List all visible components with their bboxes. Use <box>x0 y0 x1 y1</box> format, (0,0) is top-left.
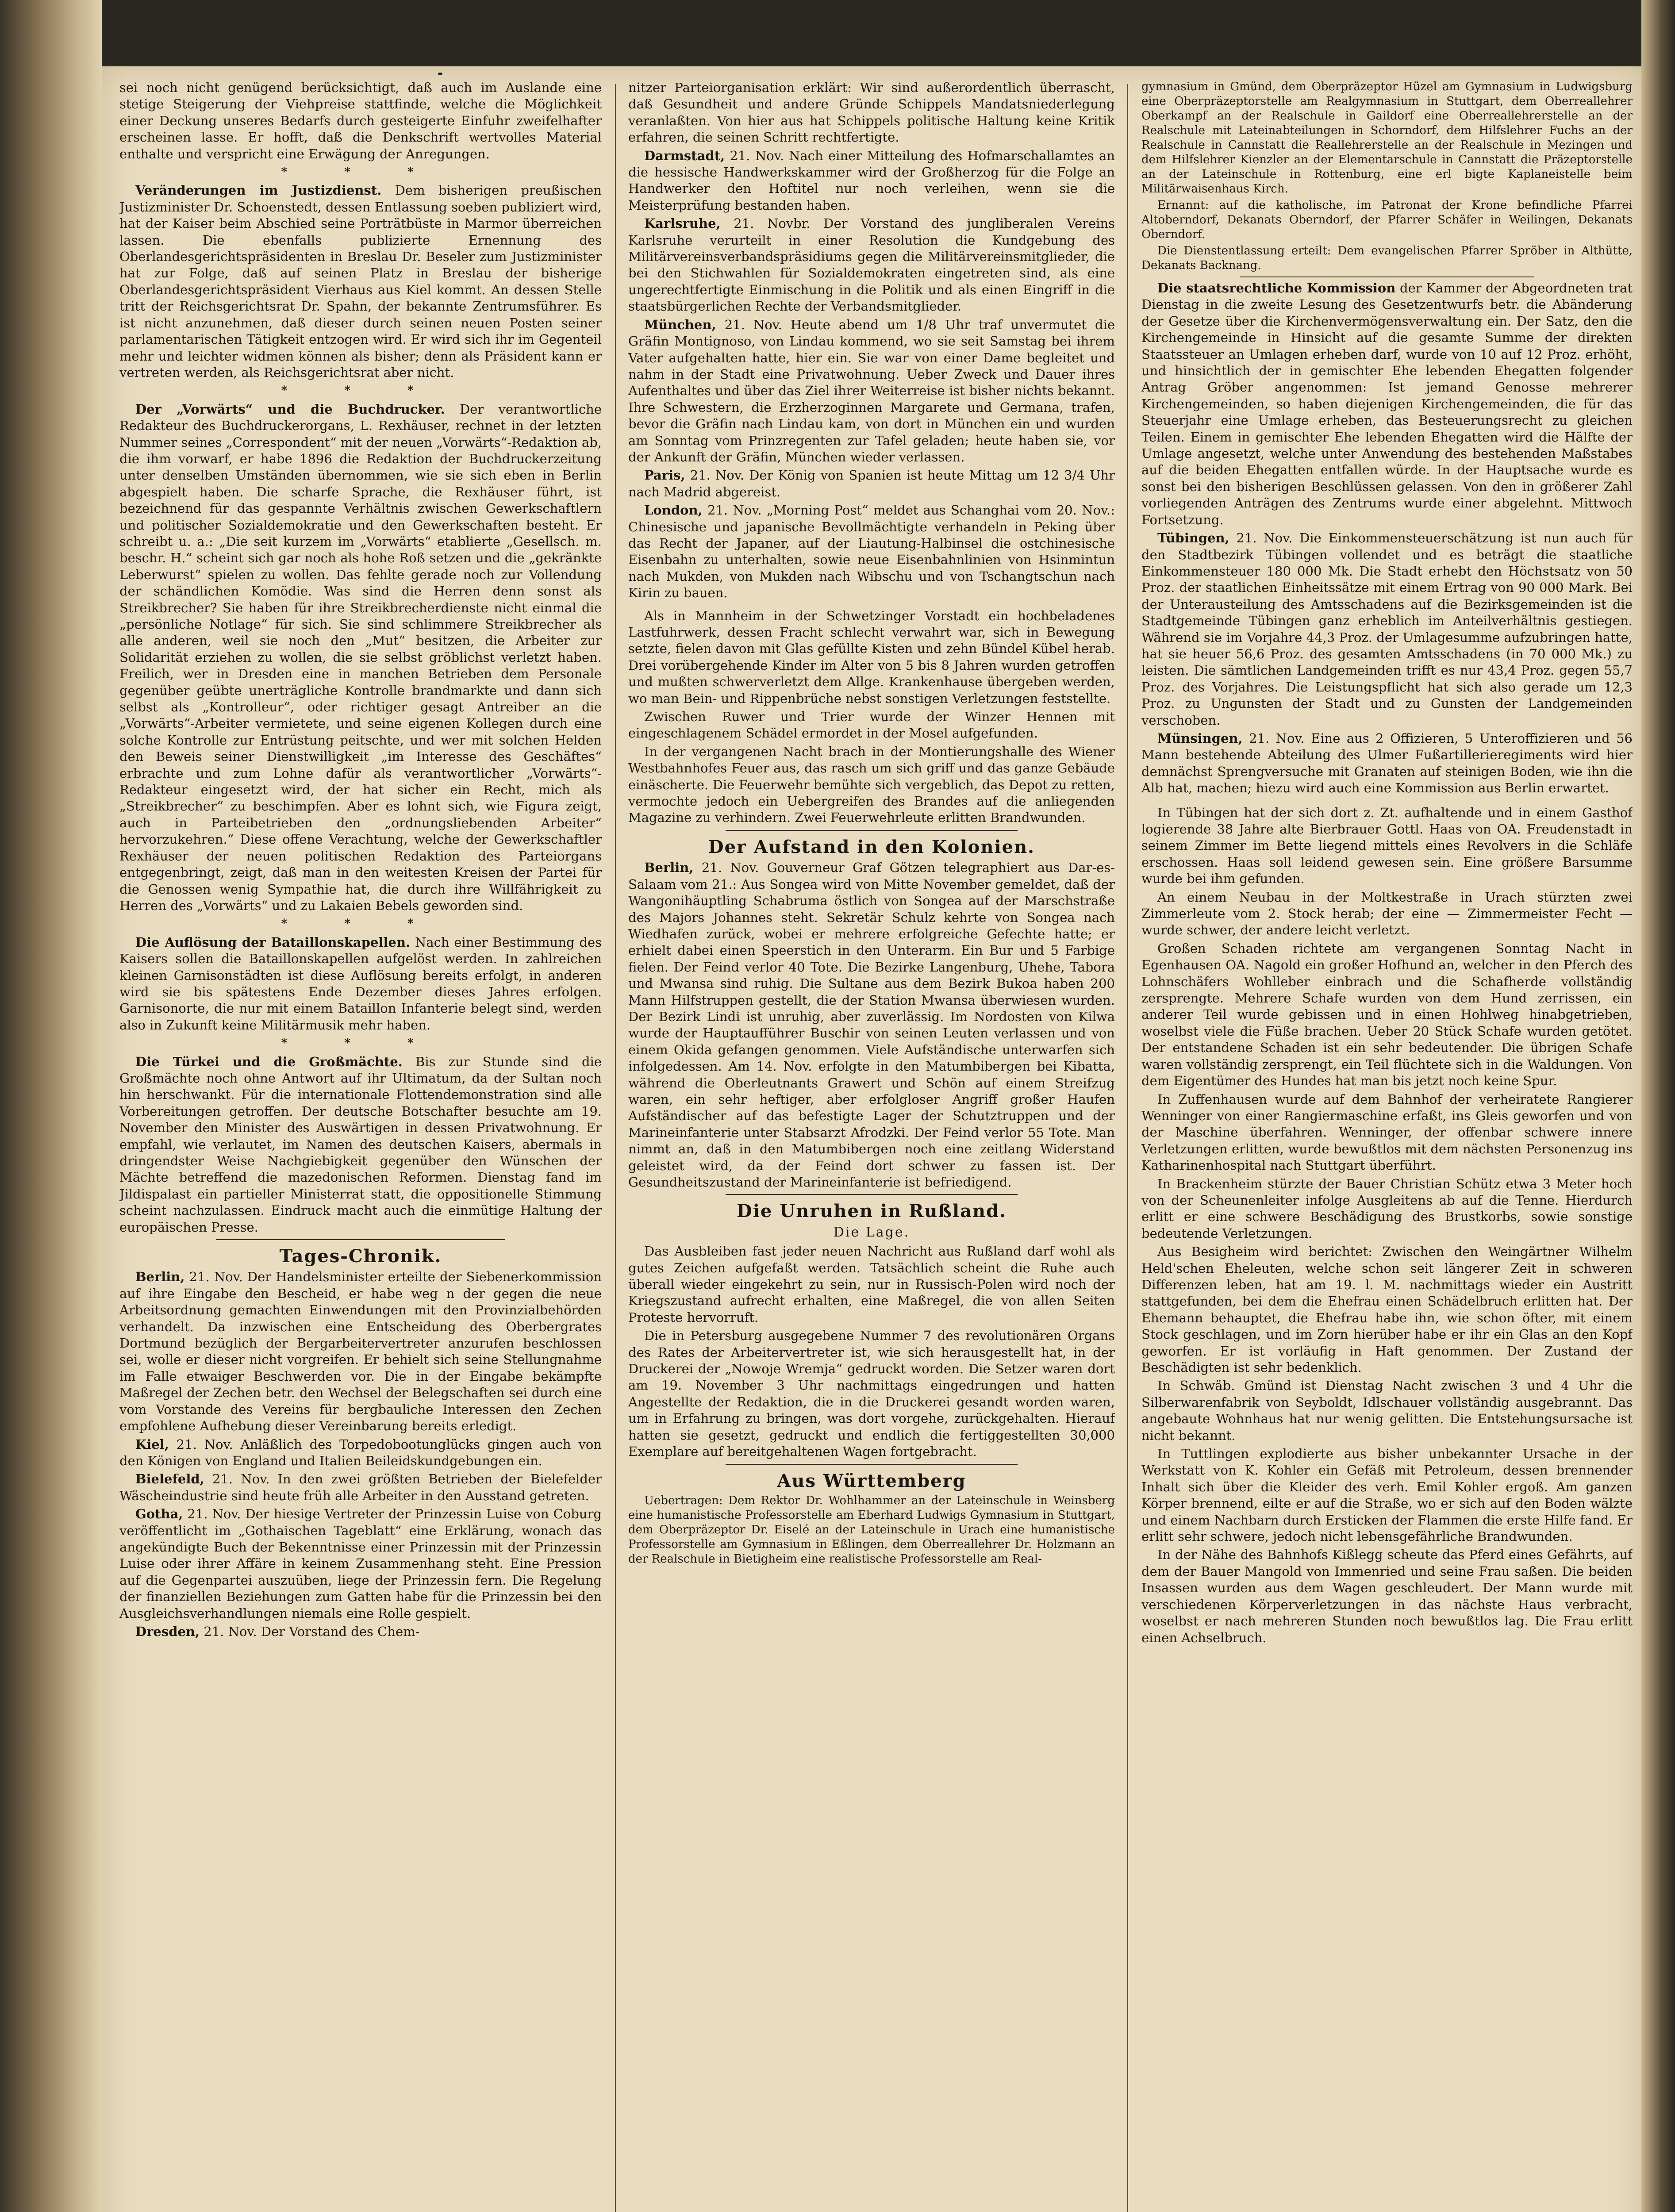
paragraph: Das Ausbleiben fast jeder neuen Nachricht aus Rußland darf wohl als gutes Zeichen aufgefaßt werden. Tatsächlich scheint die Ruhe auch überall wieder eingekehrt zu sein, nur in Russisch-Polen wird noch der Kriegszustand aufrecht erhalten, eine Maßregel, die von allen Seiten Proteste hervorruft. <box>628 1244 1115 1325</box>
paragraph: In Zuffenhausen wurde auf dem Bahnhof der verheiratete Rangierer Wenninger von einer Rangiermaschine erfaßt, ins Gleis geworfen und von der Maschine überfahren. Wenninger, der offenbar schwere innere Verletzungen erlitten, wurde bewußtlos mit dem nächsten Personenzug ins Katharinenhospital nach Stuttgart überführt. <box>1141 1091 1633 1173</box>
section-heading-wuerttemberg: Aus Württemberg <box>777 1470 966 1491</box>
news-item <box>119 1436 602 1470</box>
paragraph: In Schwäb. Gmünd ist Dienstag Nacht zwischen 3 und 4 Uhr die Silberwarenfabrik von Seyboldt, Idlschauer vollständig ausgebrannt. Das angebaute Wohnhaus hat nur wenig gelitten. Die Entstehungsursache ist nicht bekannt. <box>1141 1378 1633 1443</box>
page-edge <box>1641 0 1675 2212</box>
column-rule <box>1127 84 1128 2212</box>
section-heading-tages-chronik: Tages-Chronik. <box>279 1246 442 1267</box>
news-item <box>628 467 1115 500</box>
article-heading: Der „Vorwärts“ und die Buchdrucker. <box>135 401 445 417</box>
column-right <box>1141 80 1633 2212</box>
news-text: 21. Nov. „Morning Post“ meldet aus Schanghai vom 20. Nov.: Chinesische und japanische Bevollmächtigte verhandeln in Peking über das Recht der Japaner, auf der Liautung-Halbinsel die ostchinesische Eisenbahn zu unterhalten, sowie neue Eisenbahnlinien von Hsinmintun nach Mukden, von Mukden nach Wibschu und von Tschangtschun nach Kirin zu bauen. <box>628 503 1115 601</box>
newspaper-page <box>102 66 1641 2212</box>
article <box>119 1054 602 1236</box>
news-item <box>119 1624 602 1640</box>
news-text: 21. Nov. Heute abend um 1/8 Uhr traf unvermutet die Gräfin Montignoso, von Lindau kommend, wo sie seit Samstag bei ihrem Vater aufgehalten hatte, hier ein. Sie war von einer Dame begleitet und nahm in der Stadt eine Privatwohnung. Ueber Zweck und Dauer ihres Aufenthaltes und über das Ziel ihrer Weiterreise ist bisher nichts bekannt. Ihre Schwestern, die Erzherzoginnen Margarete und Germana, trafen, bevor die Gräfin nach Lindau kam, von dort in München ein und wurden am Sonntag vom Prinzregenten zur Tafel geladen; heute haben sie, vor der Ankunft der Gräfin, München wieder verlassen. <box>628 317 1115 465</box>
paragraph: In Brackenheim stürzte der Bauer Christian Schütz etwa 3 Meter hoch von der Scheunenleiter infolge Ausgleitens ab auf die Tenne. Hierdurch erlitt er eine schwere Beschädigung des Brustkorbs, sowie sonstige bedeutende Verletzungen. <box>1141 1176 1633 1241</box>
paragraph: Uebertragen: Dem Rektor Dr. Wohlhammer an der Lateinschule in Weinsberg eine humanistische Professorstelle am Eberhard Ludwigs Gymnasium in Stuttgart, dem Oberpräzeptor Dr. Eiselé an der Lateinschule in Urach eine humanistische Professorstelle am Gymnasium in Eßlingen, dem Oberreallehrer Dr. Holzmann an der Realschule in Bietigheim eine realistische Professorstelle am Real- <box>628 1494 1115 1566</box>
dateline: Bielefeld, <box>135 1471 204 1487</box>
dateline: Tübingen, <box>1157 530 1229 546</box>
news-item <box>628 148 1115 214</box>
news-item <box>628 317 1115 466</box>
column-middle <box>628 80 1115 2212</box>
paragraph: In der Nähe des Bahnhofs Kißlegg scheute das Pferd eines Gefährts, auf dem der Bauer Mangold von Immenried und seine Frau saßen. Die beiden Insassen wurden aus dem Wagen geschleudert. Der Mann wurde mit verschiedenen Körperverletzungen in das nächste Haus verbracht, woselbst er nach mehreren Stunden noch bewußtlos lag. Die Frau erlitt einen Achselbruch. <box>1141 1547 1633 1645</box>
dateline: Kiel, <box>135 1436 169 1452</box>
news-item <box>628 215 1115 315</box>
article <box>119 934 602 1033</box>
article-heading: Veränderungen im Justizdienst. <box>135 183 382 198</box>
section-rule <box>726 830 1018 831</box>
dateline: London, <box>644 503 703 518</box>
news-item <box>1141 530 1633 729</box>
separator-stars: * * * <box>281 917 440 931</box>
section-heading-russland: Die Unruhen in Rußland. <box>737 1201 1007 1222</box>
article-text: Der verantwortliche Redakteur des Buchdruckerorgans, L. Rexhäuser, rechnet in der letzten Nummer seines „Correspondent“ mit der neuen „Vorwärts“-Redaktion ab, die ihm vorwarf, er habe 1896 die Redaktion der Buchdruckerzeitung unter denselben Umständen übernommen, wie sie sich eben in Berlin abgespielt haben. Die scharfe Sprache, die Rexhäuser führt, ist bezeichnend für das gespannte Verhältnis zwischen Gewerkschaftlern und politischer Sozialdemokratie und den Gewerkschaften besteht. Er schreibt u. a.: „Die seit kurzem im „Vorwärts“ etablierte „Gesellsch. m. beschr. H.“ scheint sich gar noch als hohe Roß setzen und die „gekränkte Leberwurst“ spielen zu wollen. Das fehlte gerade noch zur Vollendung der schändlichen Komödie. Was sind die Herren denn sonst als Streikbrecher? Sie haben für ihre Streikbrecherdienste nicht einmal die „persönliche Notlage“ für sich. Sie sind schlimmere Streikbrecher als alle anderen, weil sie noch den „Mut“ besitzen, die Arbeiter zur Solidarität erziehen zu wollen, die sie selbst gröblichst verletzt haben. Freilich, wer in Dresden eine in manchen Betrieben dem Personale gegenüber geübte unerträgliche Kontrolle brandmarkte und dann sich selbst als „Kontrolleur“, oder richtiger gesagt Antreiber an die „Vorwärts“-Arbeiter vermietete, und seine eigenen Kollegen durch eine solche Kontrolle zur Entrüstung peitschte, und wer mit solchen Helden den Beweis seiner Dienstwilligkeit „im Interesse des Geschäftes“ erbrachte und zum Lohne dafür als verantwortlicher „Vorwärts“-Redakteur eingesetzt wird, der hat sicher ein Recht, mich als „Streikbrecher“ zu beschimpfen. Aber es lohnt sich, wie Figura zeigt, auch in Parteibetrieben den „ordnungsliebenden Arbeiter“ hervorzukehren.“ Diese offene Verachtung, welche der Gewerkschaftler Rexhäuser der neuen politischen Redaktion des Parteiorgans entgegenbringt, zeigt, daß man in den weitesten Kreisen der Partei für die Genossen wenig Sympathie hat, die durch ihre Willfährigkeit zu Herren des „Vorwärts“ und zu Lakaien Bebels geworden sind. <box>119 401 602 913</box>
separator-stars: * * * <box>281 384 440 398</box>
section-rule <box>216 1239 505 1240</box>
section-rule <box>726 1194 1018 1195</box>
paragraph: Die in Petersburg ausgegebene Nummer 7 des revolutionären Organs des Rates der Arbeitervertreter ist, wie sich herausgestellt hat, in der Druckerei der „Nowoje Wremja“ gedruckt worden. Die Setzer waren dort am 19. November 3 Uhr nachmittags eingedrungen und hatten Angestellte der Redaktion, die in die Druckerei gesandt worden waren, um in Erfahrung zu bringen, was dort vorgehe, zurückgehalten. Hierauf hatten sie gesetzt, gedruckt und endlich die fertiggestellten 30,000 Exemplare auf bereitgehaltenen Wagen fortgebracht. <box>628 1328 1115 1459</box>
article <box>119 401 602 914</box>
section-rule <box>726 1464 1018 1465</box>
news-text: 21. Nov. Der Handelsminister erteilte der Siebenerkommission auf ihre Eingabe den Bescheid, er habe weg n der gegen die neue Arbeitsordnung gemachten Einwendungen mit den Provinzialbehörden verhandelt. Da inzwischen eine Entscheidung des Oberbergrates Dortmund bezüglich der Bergarbeitervertreter anzurufen beschlossen sei, wolle er dieser nicht vorgreifen. Er behielt sich seine Stellungnahme im Falle etwaiger Beschwerden vor. Die in der Eingabe bekämpfte Maßregel der Zechen betr. den Wechsel der Belegschaften sei durch eine vom Vorstande des Vereins für bergbauliche Interessen den Zechen empfohlene Aufhebung dieser Vereinbarung bereits erledigt. <box>119 1269 602 1434</box>
dateline: Berlin, <box>135 1269 185 1285</box>
news-text: 21. Novbr. Der Vorstand des jungliberalen Vereins Karlsruhe verurteilt in einer Resolution die Kundgebung des Militärvereinsverbandspräsidiums gegen die Militärvereinsmitglieder, die bei den Stichwahlen für Sozialdemokraten eingetreten sind, als eine ungerechtfertigte Einmischung in die Politik und als einen Eingriff in die staatsbürgerlichen Rechte der Verbandsmitglieder. <box>628 216 1115 314</box>
article-heading: Die Türkei und die Großmächte. <box>135 1054 403 1069</box>
article <box>1141 280 1633 528</box>
paragraph: Ernannt: auf die katholische, im Patronat der Krone befindliche Pfarrei Altoberndorf, Dekanats Oberndorf, der Pfarrer Schäfer in Weilingen, Dekanats Oberndorf. <box>1141 199 1633 241</box>
news-text: 21. Nov. Anläßlich des Torpedobootunglücks gingen auch von den Königen von England und Italien Beileidskundgebungen ein. <box>119 1436 602 1468</box>
paragraph: In Tübingen hat der sich dort z. Zt. aufhaltende und in einem Gasthof logierende 38 Jahre alte Bierbrauer Gottl. Haas von OA. Freudenstadt in seinem Zimmer im Bette liegend mittels eines Revolvers in die Schläfe erschossen. Haas soll leidend gewesen sein. Eine größere Barsumme wurde bei ihm gefunden. <box>1141 805 1633 887</box>
dateline: Münsingen, <box>1157 730 1243 746</box>
news-item <box>1141 730 1633 797</box>
paragraph: gymnasium in Gmünd, dem Oberpräzeptor Hüzel am Gymnasium in Ludwigsburg eine Oberpräzeptorstelle am Realgymnasium in Stuttgart, dem Oberreallehrer Oberkampf an der Realschule in Gaildorf eine Oberreallehrerstelle an der Realschule mit Lateinabteilungen in Schorndorf, dem Hilfslehrer Fuchs an der Realschule in Cannstatt die Reallehrerstelle an der Realschule in Mezingen und dem Hilfslehrer Kienzler an der Elementarschule in Cannstatt die Präzeptorstelle an der Lateinschule in Rottenburg, eine erl bigte Kaplaneistelle beim Militärwaisenhaus Kirch. <box>1141 80 1633 196</box>
section-rule <box>1240 276 1534 277</box>
news-item <box>119 1471 602 1504</box>
news-text: 21. Nov. Nach einer Mitteilung des Hofmarschallamtes an die hessische Handwerkskammer wird der Großherzog für die Folge an Handwerker den Hoftitel nur noch verleihen, wenn sie die Meisterprüfung bestanden haben. <box>628 148 1115 213</box>
dateline: Karlsruhe, <box>644 216 721 231</box>
paragraph: Als in Mannheim in der Schwetzinger Vorstadt ein hochbeladenes Lastfuhrwerk, dessen Fracht schlecht verwahrt war, sich in Bewegung setzte, fielen davon mit Glas gefüllte Kisten und zehn Bündel Kübel herab. Drei vorübergehende Kinder im Alter von 5 bis 8 Jahren wurden getroffen und mußten schwerverletzt dem Allge. Krankenhause übergeben werden, wo man Bein- und Rippenbrüche nebst sonstigen Verletzungen feststellte. <box>628 608 1115 706</box>
article-heading: Die Auflösung der Bataillonskapellen. <box>135 934 411 950</box>
paragraph: Aus Besigheim wird berichtet: Zwischen den Weingärtner Wilhelm Held'schen Eheleuten, welche schon seit längerer Zeit in schweren Differenzen leben, hat am 19. l. M. nachmittags wieder ein Austritt stattgefunden, bei dem die Ehefrau einen Schädelbruch erlitten hat. Der Ehemann behauptet, die Ehefrau habe ihn, wie schon öfter, mit einem Stock geschlagen, und im Zorn hierüber habe er ihr ein Glas an den Kopf geworfen. Er ist vorläufig in Haft genommen. Der Zustand der Beschädigten ist sehr bedenklich. <box>1141 1244 1633 1375</box>
article <box>119 182 602 381</box>
dateline: Dresden, <box>135 1624 200 1639</box>
news-item <box>119 1269 602 1434</box>
paragraph: sei noch nicht genügend berücksichtigt, daß auch im Auslande eine stetige Steigerung der Viehpreise stattfinde, welche die Möglichkeit einer Deckung unseres Bedarfs durch gesteigerte Einfuhr zweifelhafter erscheinen lasse. Er hofft, daß die Denkschrift wertvolles Material enthalte und verspricht eine Erwägung der Anregungen. <box>119 80 602 161</box>
separator-stars: * * * <box>281 1037 440 1050</box>
paragraph: An einem Neubau in der Moltkestraße in Urach stürzten zwei Zimmerleute vom 2. Stock herab; der eine — Zimmermeister Fecht — wurde schwer, der andere leicht verletzt. <box>1141 889 1633 938</box>
paragraph: Die Dienstentlassung erteilt: Dem evangelischen Pfarrer Spröber in Althütte, Dekanats Backnang. <box>1141 244 1633 272</box>
news-text: 21. Nov. Eine aus 2 Offizieren, 5 Unteroffizieren und 56 Mann bestehende Abteilung des Ulmer Fußartillerieregiments wird hier demnächst Sprengversuche mit Granaten auf steinigen Boden, wie ihn die Alb hat, machen; hiezu wird auch eine Kommission aus Berlin erwartet. <box>1141 730 1633 796</box>
news-item <box>628 502 1115 601</box>
dateline: Berlin, <box>644 860 694 876</box>
paragraph: nitzer Parteiorganisation erklärt: Wir sind außerordentlich überrascht, daß Gesundheit und andere Gründe Schippels Mandatsniederlegung veranlaßten. Von hier aus hat Schippels politische Haltung keine Kritik erfahren, die seinen Schritt rechtfertigte. <box>628 80 1115 145</box>
paragraph: In der vergangenen Nacht brach in der Montierungshalle des Wiener Westbahnhofes Feuer aus, das rasch um sich griff und das ganze Gebäude einäscherte. Die Feuerwehr bemühte sich vergeblich, das Depot zu retten, vermochte jedoch ein Uebergreifen des Brandes auf die anliegenden Magazine zu verhindern. Zwei Feuerwehrleute erlitten Brandwunden. <box>628 744 1115 826</box>
news-text: 21. Nov. Die Einkommensteuerschätzung ist nun auch für den Stadtbezirk Tübingen vollendet und es beträgt die staatliche Einkommensteuer 180 000 Mk. Die Stadt erhebt den Höchstsatz von 50 Proz. der staatlichen Einheitssätze mit einem Ertrag von 90 000 Mark. Bei der Unterausteilung des Amtsschadens auf die Bezirksgemeinden ist die Stadtgemeinde Tübingen ganz erheblich im Anteilverhältnis gestiegen. Während sie im Vorjahre 44,3 Proz. der Umlagesumme aufzubringen hatte, hat sie heuer 56,6 Proz. des gesamten Amtsschadens (in 70 000 Mk.) zu leisten. Die sämtlichen Landgemeinden trifft es nur 43,4 Proz. gegen 55,7 Proz. des Vorjahres. Die Leistungspflicht hat sich also gerade um 12,3 Proz. zu Ungunsten der Stadt und zu Gunsten der Landgemeinden verschoben. <box>1141 530 1633 728</box>
section-heading-kolonien: Der Aufstand in den Kolonien. <box>708 836 1035 857</box>
dateline: Darmstadt, <box>644 148 725 163</box>
dateline: Paris, <box>644 468 685 483</box>
news-item <box>628 860 1115 1190</box>
separator-stars: * * * <box>281 165 440 179</box>
paragraph: In Tuttlingen explodierte aus bisher unbekannter Ursache in der Werkstatt von K. Kohler ein Gefäß mit Petroleum, dessen brennender Inhalt sich über die Kleider des verh. Emil Kohler ergoß. Am ganzen Körper brennend, eilte er auf die Straße, wo er sich auf den Boden wälzte und einem Nachbarn durch Ersticken der Flammen die erste Hilfe fand. Er erlitt sehr schwere, jedoch nicht lebensgefährliche Brandwunden. <box>1141 1446 1633 1544</box>
news-text: 21. Nov. Gouverneur Graf Götzen telegraphiert aus Dar-es-Salaam vom 21.: Aus Songea wird von Mitte November gemeldet, daß der Wangonihäuptling Schabruma östlich von Songea auf der Marschstraße des Majors Johannes steht. Sekretär Schulz kehrte von Songea nach Wiedhafen zurück, wobei er mehrere erfolgreiche Gefechte hatte; er erhielt dabei einen Speerstich in den Unterarm. Ein Bur und 5 Farbige fielen. Der Feind verlor 40 Tote. Die Bezirke Langenburg, Uhehe, Tabora und Mwansa sind ruhig. Die Sultane aus dem Bezirk Bukoa haben 200 Mann Hilfstruppen gestellt, die der Station Mwansa überwiesen wurden. Der Bezirk Lindi ist unruhig, aber zuverlässig. Im Nordosten von Kilwa wurde der Hauptaufführer Buschir von seinen Leuten verlassen und von einem Okida gefangen genommen. Viele Aufständische unterwarfen sich infolgedessen. Am 14. Nov. erfolgte in den Matumbibergen bei Kibatta, während die Oberleutnants Grawert und Schön auf einem Streifzug waren, ein sehr heftiger, aber erfolgloser Angriff großer Haufen Aufständischer auf das befestigte Lager der Schutztruppen und der Marineinfanterie unter Stabsarzt Afrodzki. Der Feind verlor 55 Tote. Man nimmt an, daß in den Matumbibergen noch eine zeitlang Widerstand geleistet wird, da der Feind dort schwer zu fassen ist. Der Gesundheitszustand der Marineinfanterie ist befriedigend. <box>628 860 1115 1190</box>
book-spine <box>0 0 102 2212</box>
ink-mark <box>438 73 442 75</box>
news-text: 21. Nov. In den zwei größten Betrieben der Bielefelder Wäscheindustrie sind heute früh alle Arbeiter in den Ausstand getreten. <box>119 1471 602 1503</box>
article-text: Bis zur Stunde sind die Großmächte noch ohne Antwort auf ihr Ultimatum, da der Sultan noch hin herschwankt. Für die internationale Flottendemonstration sind alle Vorbereitungen getroffen. Der deutsche Botschafter besuchte am 19. November den Minister des Auswärtigen in dessen Privatwohnung. Er empfahl, wie verlautet, im Namen des deutschen Kaisers, abermals in dringendster Weise Nachgiebigkeit gegenüber den Wünschen der Mächte betreffend die mazedonischen Reformen. Dienstag fand im Jildispalast ein partieller Ministerrat statt, die oppositionelle Stimmung scheint nachzulassen. Eindruck macht auch die einmütige Haltung der europäischen Presse. <box>119 1054 602 1235</box>
article-text: Nach einer Bestimmung des Kaisers sollen die Bataillonskapellen aufgelöst werden. In zahlreichen kleinen Garnisonstädten ist diese Auflösung bereits erfolgt, in anderen wird sie bis spätestens Ende Dezember dieses Jahres erfolgen. Garnisonorte, die nur mit einem Bataillon Infanterie belegt sind, werden also in Zukunft keine Militärmusik mehr haben. <box>119 934 602 1033</box>
paragraph: Zwischen Ruwer und Trier wurde der Winzer Hennen mit eingeschlagenem Schädel ermordet in der Mosel aufgefunden. <box>628 709 1115 741</box>
news-text: 21. Nov. Der hiesige Vertreter der Prinzessin Luise von Coburg veröffentlicht im „Gothaischen Tageblatt“ eine Erklärung, wonach das angekündigte Buch der Bekenntnisse einer Prinzessin mit der Prinzessin Luise oder ihrer Affäre in keinem Zusammenhang steht. Eine Pression auf die Gegenpartei auszuüben, liege der Prinzessin fern. Die Regelung der finanziellen Beziehungen zum Gatten habe für die Prinzessin bei den Ausgleichsverhandlungen niemals eine Rolle gespielt. <box>119 1506 602 1621</box>
article-text: der Kammer der Abgeordneten trat Dienstag in die zweite Lesung des Gesetzentwurfs betr. die Abänderung der Gesetze über die Kirchenvermögensverwaltung ein. Der Satz, den die Kirchengemeinde in Hinsicht auf die gesamte Summe der direkten Staatssteuer an Umlagen erheben darf, wurde von 10 auf 12 Proz. erhöht, und hinsichtlich der in gemischter Ehe lebenden Ehegatten folgender Antrag Gröber angenommen: Ist jemand Genosse mehrerer Kirchengemeinden, so haben diejenigen Kirchengemeinden, die für das Steuerjahr eine Umlage erheben, das Besteuerungsrecht zu gleichen Teilen. Einem in gemischter Ehe lebenden Ehegatten wird die Hälfte der Umlage angesetzt, welche unter Anwendung des bestehenden Maßstabes auf die beiden Ehegatten entfallen würde. In der Hauptsache wurde es sonst bei den bisherigen Beschlüssen gelassen. Von den in größerer Zahl vorliegenden Anträgen des Zentrums wurde einer abgelehnt. Mittwoch Fortsetzung. <box>1141 280 1633 527</box>
article-heading: Die staatsrechtliche Kommission <box>1157 280 1396 296</box>
news-text: 21. Nov. Der König von Spanien ist heute Mittag um 12 3/4 Uhr nach Madrid abgereist. <box>628 468 1115 499</box>
dateline: Gotha, <box>135 1506 183 1522</box>
dateline: München, <box>644 317 716 332</box>
column-left <box>119 80 602 2212</box>
news-item <box>119 1506 602 1622</box>
subheading: Die Lage. <box>833 1224 910 1240</box>
paragraph: Großen Schaden richtete am vergangenen Sonntag Nacht in Egenhausen OA. Nagold ein großer Hofhund an, welcher in den Pferch des Lohnschäfers Wohlleber einbrach und die Schafherde vollständig zersprengte. Mehrere Schafe wurden von dem Hund zerrissen, ein anderer Teil wurde gebissen und in einen Hohlweg hinabgetrieben, woselbst viele die Füße brachen. Ueber 20 Stück Schafe wurden getötet. Der entstandene Schaden ist ein sehr bedeutender. Die übrigen Schafe waren vollständig zersprengt, ein Teil flüchtete sich in die Waldungen. Von dem Eigentümer des Hundes hat man bis jetzt noch keine Spur. <box>1141 941 1633 1089</box>
news-text: 21. Nov. Der Vorstand des Chem- <box>204 1624 420 1639</box>
article-text: Dem bisherigen preußischen Justizminister Dr. Schoenstedt, dessen Entlassung soeben publiziert wird, hat der Kaiser beim Abschied seine Porträtbüste in Marmor überreichen lassen. Die ebenfalls publizierte Ernennung des Oberlandesgerichtspräsidenten in Breslau Dr. Beseler zum Justizminister hat zur Folge, daß auf seinen Platz in Breslau der bisherige Oberlandesgerichtspräsident Vierhaus aus Kiel kommt. An dessen Stelle tritt der Reichsgerichtsrat Dr. Spahn, der bekannte Zentrumsführer. Es ist nicht anzunehmen, daß dieser durch seinen neuen Posten seiner parlamentarischen Tätigkeit entzogen wird. Er wird sich ihr im Gegenteil mehr und leichter widmen können als bisher; denn als Präsident kann er vertreten werden, als Reichsgerichtsrat aber nicht. <box>119 183 602 380</box>
column-rule <box>615 84 616 2212</box>
